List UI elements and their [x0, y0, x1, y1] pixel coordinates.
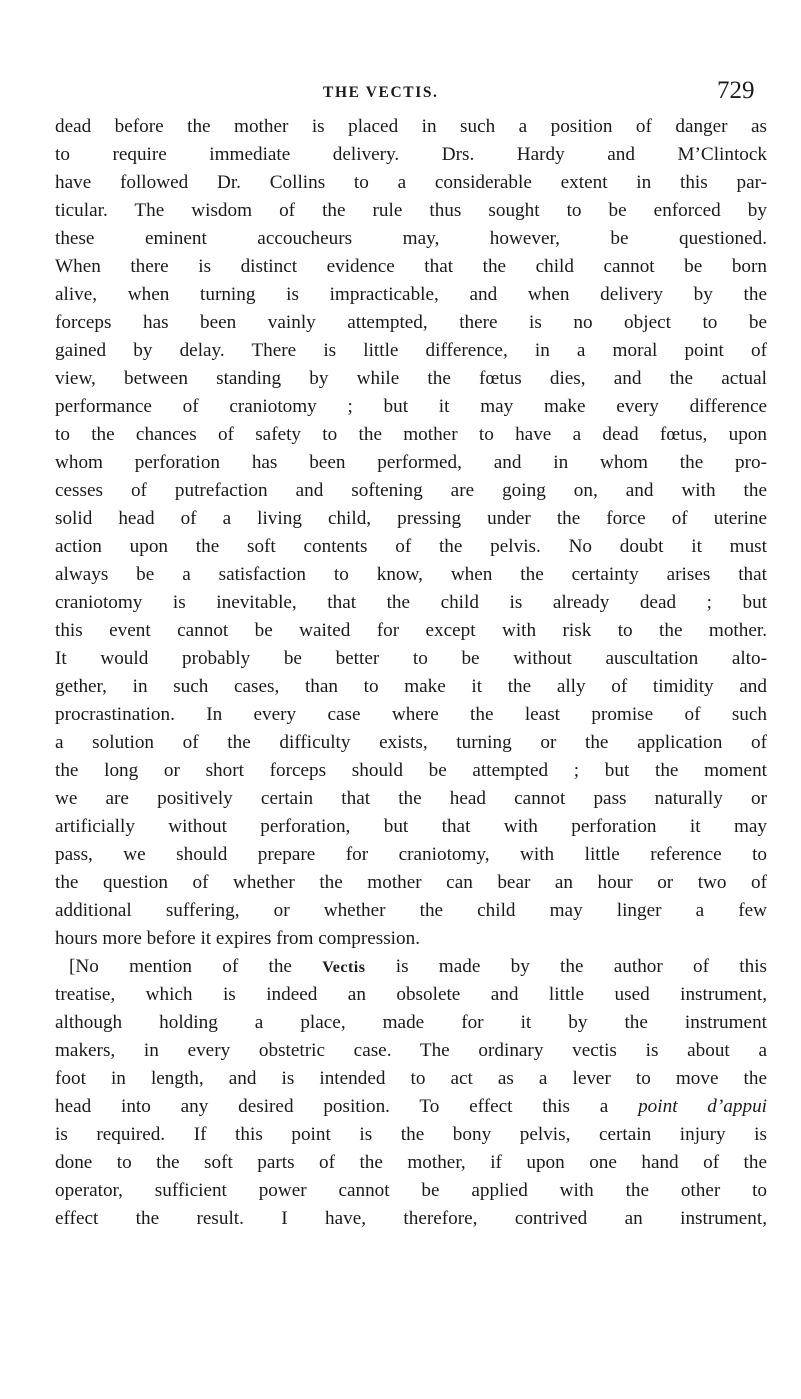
text-line: makers, in every obstetric case. The ordinary vectis is about a	[55, 1040, 767, 1061]
text-line: although holding a place, made for it by the instrument	[55, 1012, 767, 1033]
text-line	[55, 953, 767, 981]
text-fragment: [No mention of the	[69, 956, 323, 977]
text-line: foot in length, and is intended to act as a lever to move the	[55, 1068, 767, 1089]
text-line: effect the result. I have, therefore, contrived an instrument,	[55, 1208, 767, 1229]
text-line: cesses of putrefaction and softening are going on, and with the	[55, 480, 767, 501]
text-line: the long or short forceps should be attempted ; but the moment	[55, 760, 767, 781]
point-dappui-term: point d’appui	[638, 1096, 767, 1117]
text-line: we are positively certain that the head cannot pass naturally or	[55, 788, 767, 809]
text-line: done to the soft parts of the mother, if upon one hand of the	[55, 1152, 767, 1173]
text-line: pass, we should prepare for craniotomy, with little reference to	[55, 844, 767, 865]
text-line: ticular. The wisdom of the rule thus sought to be enforced by	[55, 200, 767, 221]
text-line: hours more before it expires from compression.	[55, 928, 420, 949]
text-line: operator, sufficient power cannot be applied with the other to	[55, 1180, 767, 1201]
text-line: always be a satisfaction to know, when the certainty arises that	[55, 564, 767, 585]
body-text	[55, 113, 767, 1233]
text-line: dead before the mother is placed in such a position of danger as	[55, 116, 767, 137]
text-line: view, between standing by while the fœtus dies, and the actual	[55, 368, 767, 389]
vectis-term: Vectis	[322, 959, 366, 976]
text-line: alive, when turning is impracticable, and when delivery by the	[55, 284, 767, 305]
text-line: the question of whether the mother can bear an hour or two of	[55, 872, 767, 893]
text-line: artificially without perforation, but that with perforation it may	[55, 816, 767, 837]
text-line: procrastination. In every case where the least promise of such	[55, 704, 767, 725]
text-line: forceps has been vainly attempted, there is no object to be	[55, 312, 767, 333]
text-fragment: head into any desired position. To effect this a	[55, 1096, 639, 1117]
text-line: craniotomy is inevitable, that the child is already dead ; but	[55, 592, 767, 613]
text-line: is required. If this point is the bony pelvis, certain injury is	[55, 1124, 767, 1145]
text-line: gether, in such cases, than to make it the ally of timidity and	[55, 676, 767, 697]
text-line: action upon the soft contents of the pelvis. No doubt it must	[55, 536, 767, 557]
text-line: gained by delay. There is little difference, in a moral point of	[55, 340, 767, 361]
text-line: a solution of the difficulty exists, turning or the application of	[55, 732, 767, 753]
running-head	[0, 0, 801, 104]
text-line: this event cannot be waited for except with risk to the mother.	[55, 620, 767, 641]
text-line: It would probably be better to be without auscultation alto-	[55, 648, 767, 669]
text-line: have followed Dr. Collins to a considerable extent in this par-	[55, 172, 767, 193]
text-line	[55, 1093, 767, 1121]
text-line: When there is distinct evidence that the child cannot be born	[55, 256, 767, 277]
text-fragment: is made by the author of this	[365, 956, 767, 977]
text-line: to the chances of safety to the mother to have a dead fœtus, upon	[55, 424, 767, 445]
text-line: these eminent accoucheurs may, however, be questioned.	[55, 228, 767, 249]
page-number: 729	[717, 77, 755, 104]
text-line: performance of craniotomy ; but it may make every difference	[55, 396, 767, 417]
text-line: additional suffering, or whether the child may linger a few	[55, 900, 767, 921]
text-line: solid head of a living child, pressing under the force of uterine	[55, 508, 767, 529]
text-line: to require immediate delivery. Drs. Hardy and M’Clintock	[55, 144, 767, 165]
text-line: whom perforation has been performed, and in whom the pro-	[55, 452, 767, 473]
text-line: treatise, which is indeed an obsolete and little used instrument,	[55, 984, 767, 1005]
running-title: THE VECTIS.	[323, 84, 439, 101]
